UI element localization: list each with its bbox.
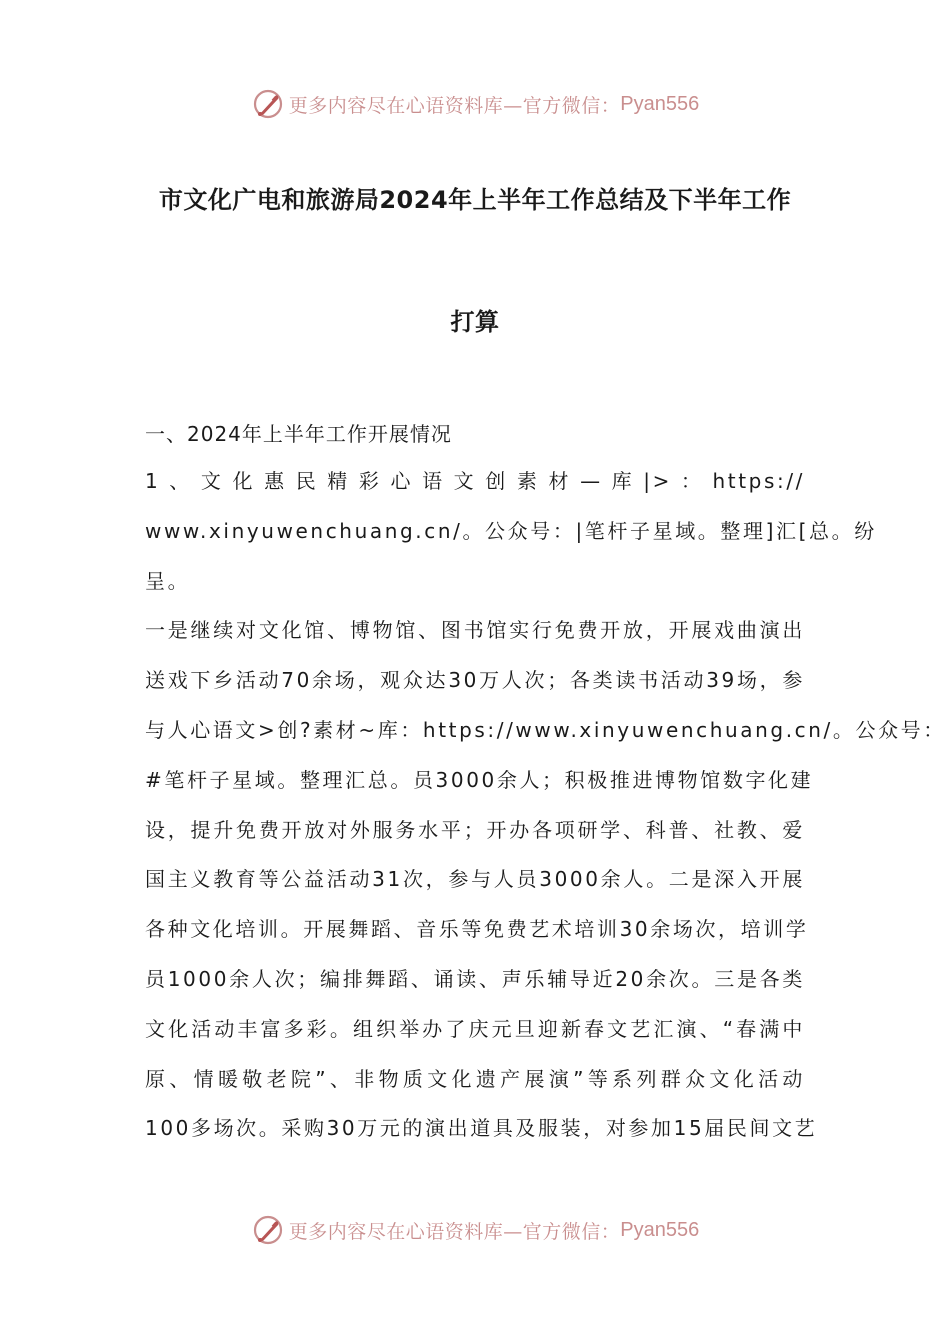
paragraph-line: 一是继续对文化馆、博物馆、图书馆实行免费开放，开展戏曲演出 xyxy=(145,618,805,643)
watermark-text: 更多内容尽在心语资料库—官方微信： xyxy=(288,94,621,117)
item-1-paragraph xyxy=(145,457,877,606)
paragraph-line: 国主义教育等公益活动31次，参与人员3000余人。二是深入开展 xyxy=(145,867,805,892)
paragraph-line: 呈。 xyxy=(145,568,191,593)
quill-logo-icon xyxy=(251,87,285,121)
paragraph-line: 与人心语文>创?素材~库：https://www.xinyuwenchuang.cn/。公众号： xyxy=(145,717,946,742)
body-paragraph xyxy=(145,606,946,1154)
document-title-line-2: 打算 xyxy=(450,308,500,336)
paragraph-line: 文化活动丰富多彩。组织举办了庆元旦迎新春文艺汇演、“春满中 xyxy=(145,1016,805,1041)
paragraph-line: www.xinyuwenchuang.cn/。公众号：|笔杆子星域。整理]汇[总。纷 xyxy=(145,518,877,543)
document-body xyxy=(145,411,946,1154)
paragraph-line: 设，提升免费开放对外服务水平；开办各项研学、科普、社教、爱 xyxy=(145,817,805,842)
section-heading: 一、2024年上半年工作开展情况 xyxy=(145,422,452,446)
paragraph-line: 各种文化培训。开展舞蹈、音乐等免费艺术培训30余场次，培训学 xyxy=(145,917,809,942)
document-title-line-1: 市文化广电和旅游局2024年上半年工作总结及下半年工作 xyxy=(158,186,792,214)
paragraph-line: 员1000余人次；编排舞蹈、诵读、声乐辅导近20余次。三是各类 xyxy=(145,966,805,991)
watermark-wechat-id: Pyan556 xyxy=(620,1218,700,1241)
paragraph-line: #笔杆子星域。整理汇总。员3000余人；积极推进博物馆数字化建 xyxy=(145,767,814,792)
paragraph-line: 送戏下乡活动70余场，观众达30万人次；各类读书活动39场，参 xyxy=(145,668,805,693)
paragraph-line: 100多场次。采购30万元的演出道具及服装，对参加15届民间文艺 xyxy=(145,1116,818,1141)
watermark-wechat-id: Pyan556 xyxy=(620,92,700,115)
header-watermark xyxy=(0,82,950,126)
paragraph-line: 1 、 文 化 惠 民 精 彩 心 语 文 创 素 材 — 库 |> ： https:// xyxy=(145,469,805,493)
paragraph-line: 原、情暖敬老院”、非物质文化遗产展演”等系列群众文化活动 xyxy=(145,1066,805,1091)
footer-watermark xyxy=(0,1208,950,1252)
quill-logo-icon xyxy=(251,1213,285,1247)
watermark-text: 更多内容尽在心语资料库—官方微信： xyxy=(288,1220,621,1243)
